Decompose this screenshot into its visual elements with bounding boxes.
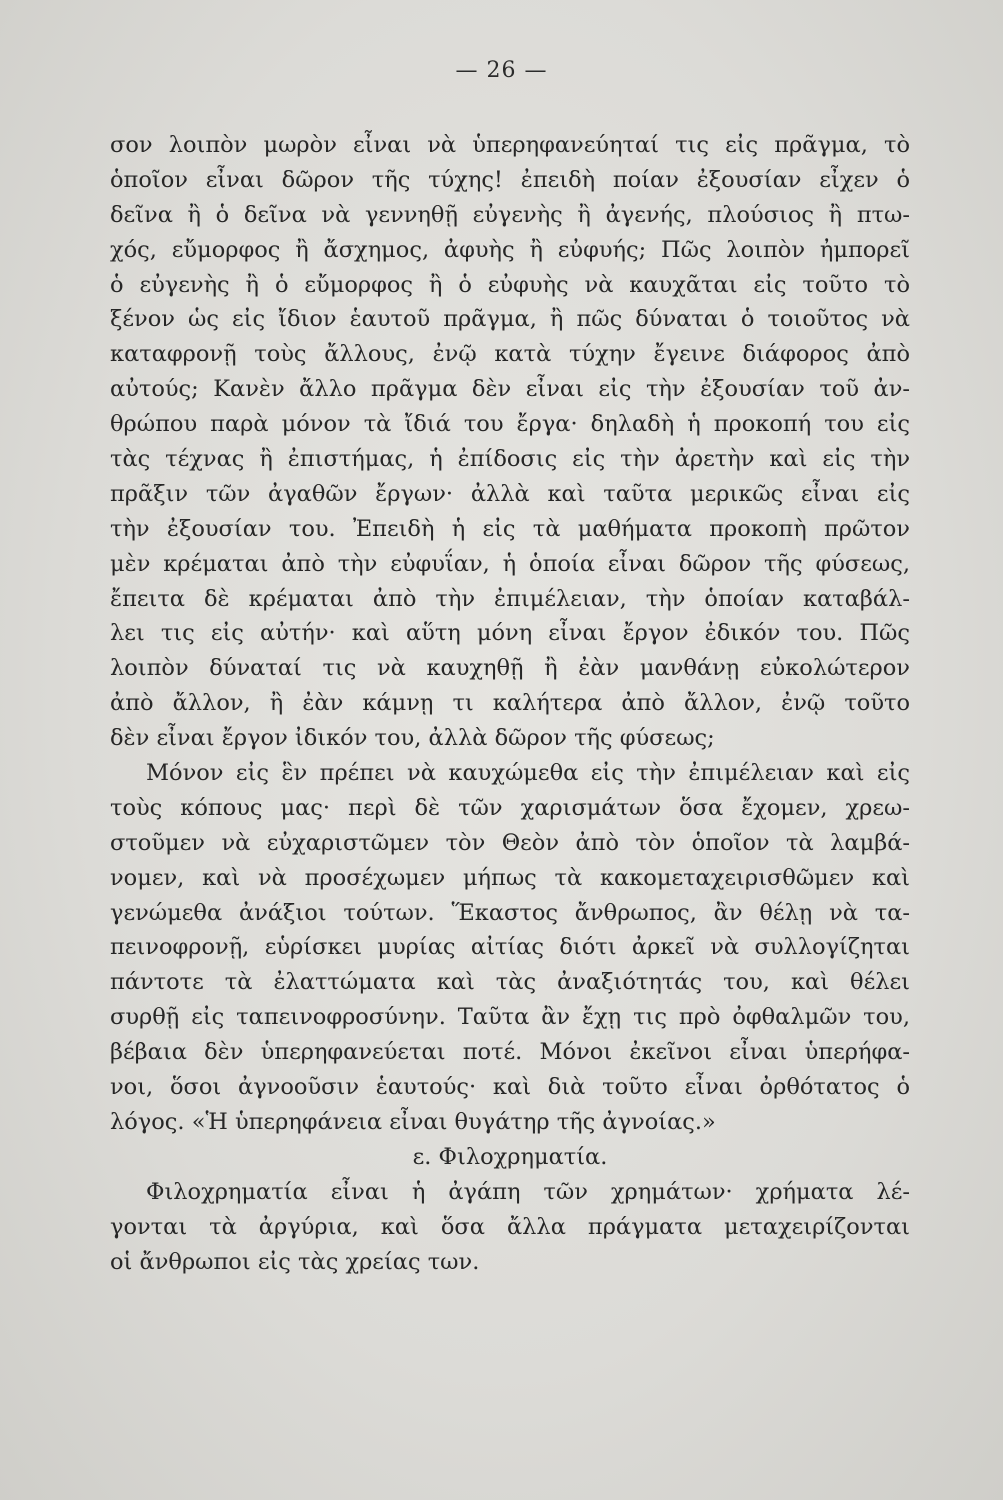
text-line: οἱ ἄνθρωποι εἰς τὰς χρείας των.	[110, 1248, 480, 1275]
paragraph-3	[110, 1175, 910, 1280]
text-line: Μόνον εἰς ἓν πρέπει νὰ καυχώμεθα εἰς τὴν ἐπιμέλειαν καὶ εἰς	[146, 760, 910, 787]
text-line: τὰς τέχνας ἢ ἐπιστήμας, ἡ ἐπίδοσις εἰς τὴν ἀρετὴν καὶ εἰς τὴν	[110, 446, 910, 473]
paragraph-2	[110, 756, 910, 1140]
text-line: ὁποῖον εἶναι δῶρον τῆς τύχης! ἐπειδὴ ποίαν ἐξουσίαν εἶχεν ὁ	[110, 166, 910, 193]
text-line: συρθῇ εἰς ταπεινοφροσύνην. Ταῦτα ἂν ἔχῃ τις πρὸ ὀφθαλμῶν του,	[110, 1004, 910, 1031]
text-line: θρώπου παρὰ μόνον τὰ ἴδιά του ἔργα· δηλαδὴ ἡ προκοπή του εἰς	[110, 411, 910, 438]
text-line: καταφρονῇ τοὺς ἄλλους, ἐνῷ κατὰ τύχην ἔγεινε διάφορος ἀπὸ	[110, 341, 910, 368]
page-text	[110, 128, 910, 1279]
section-heading: ε. Φιλοχρηματία.	[412, 1143, 608, 1170]
text-line: τοὺς κόπους μας· περὶ δὲ τῶν χαρισμάτων ὅσα ἔχομεν, χρεω-	[110, 794, 910, 821]
text-line: νομεν, καὶ νὰ προσέχωμεν μήπως τὰ κακομεταχειρισθῶμεν καὶ	[110, 864, 910, 891]
text-line: Φιλοχρηματία εἶναι ἡ ἀγάπη τῶν χρημάτων· χρήματα λέ-	[146, 1178, 910, 1205]
paragraph-1	[110, 128, 910, 756]
text-line: πάντοτε τὰ ἐλαττώματα καὶ τὰς ἀναξιότητάς του, καὶ θέλει	[110, 969, 910, 996]
text-line: χός, εὔμορφος ἢ ἄσχημος, ἀφυὴς ἢ εὐφυής; Πῶς λοιπὸν ἠμπορεῖ	[110, 236, 910, 263]
text-line: στοῦμεν νὰ εὐχαριστῶμεν τὸν Θεὸν ἀπὸ τὸν ὁποῖον τὰ λαμβά-	[110, 829, 910, 856]
text-line: λόγος. «Ἡ ὑπερηφάνεια εἶναι θυγάτηρ τῆς ἀγνοίας.»	[110, 1108, 716, 1135]
text-line: ἀπὸ ἄλλον, ἢ ἐὰν κάμνῃ τι καλήτερα ἀπὸ ἄλλον, ἐνῷ τοῦτο	[110, 690, 910, 717]
text-line: μὲν κρέμαται ἀπὸ τὴν εὐφυΐαν, ἡ ὁποία εἶναι δῶρον τῆς φύσεως,	[110, 550, 910, 577]
text-line: νοι, ὅσοι ἀγνοοῦσιν ἑαυτούς· καὶ διὰ τοῦτο εἶναι ὀρθότατος ὁ	[110, 1074, 910, 1101]
text-line: αὐτούς; Κανὲν ἄλλο πρᾶγμα δὲν εἶναι εἰς τὴν ἐξουσίαν τοῦ ἀν-	[110, 376, 910, 403]
text-line: τὴν ἐξουσίαν του. Ἐπειδὴ ἡ εἰς τὰ μαθήματα προκοπὴ πρῶτον	[110, 515, 910, 542]
text-line: δεῖνα ἢ ὁ δεῖνα νὰ γεννηθῇ εὐγενὴς ἢ ἀγενής, πλούσιος ἢ πτω-	[110, 201, 910, 228]
text-line: πεινοφρονῇ, εὑρίσκει μυρίας αἰτίας διότι ἀρκεῖ νὰ συλλογίζηται	[110, 934, 910, 961]
text-line: λοιπὸν δύναταί τις νὰ καυχηθῇ ἢ ἐὰν μανθάνῃ εὐκολώτερον	[110, 655, 910, 682]
page-number: — 26 —	[455, 58, 548, 83]
text-line: δὲν εἶναι ἔργον ἰδικόν του, ἀλλὰ δῶρον τῆς φύσεως;	[110, 725, 715, 752]
text-line: σον λοιπὸν μωρὸν εἶναι νὰ ὑπερηφανεύηταί τις εἰς πρᾶγμα, τὸ	[110, 132, 910, 158]
text-line: ξένον ὡς εἰς ἴδιον ἑαυτοῦ πρᾶγμα, ἢ πῶς δύναται ὁ τοιοῦτος νὰ	[110, 306, 910, 333]
text-line: πρᾶξιν τῶν ἀγαθῶν ἔργων· ἀλλὰ καὶ ταῦτα μερικῶς εἶναι εἰς	[110, 480, 910, 507]
text-line: γενώμεθα ἀνάξιοι τούτων. Ἕκαστος ἄνθρωπος, ἂν θέλῃ νὰ τα-	[110, 899, 910, 926]
text-line: λει τις εἰς αὐτήν· καὶ αὕτη μόνη εἶναι ἔργον ἐδικόν του. Πῶς	[110, 620, 910, 647]
text-line: ὁ εὐγενὴς ἢ ὁ εὔμορφος ἢ ὁ εὐφυὴς νὰ καυχᾶται εἰς τοῦτο τὸ	[110, 271, 910, 298]
text-line: ἔπειτα δὲ κρέμαται ἀπὸ τὴν ἐπιμέλειαν, τὴν ὁποίαν καταβάλ-	[110, 585, 910, 612]
text-line: βέβαια δὲν ὑπερηφανεύεται ποτέ. Μόνοι ἐκεῖνοι εἶναι ὑπερήφα-	[110, 1039, 910, 1066]
text-line: γονται τὰ ἀργύρια, καὶ ὅσα ἄλλα πράγματα μεταχειρίζονται	[110, 1213, 910, 1240]
